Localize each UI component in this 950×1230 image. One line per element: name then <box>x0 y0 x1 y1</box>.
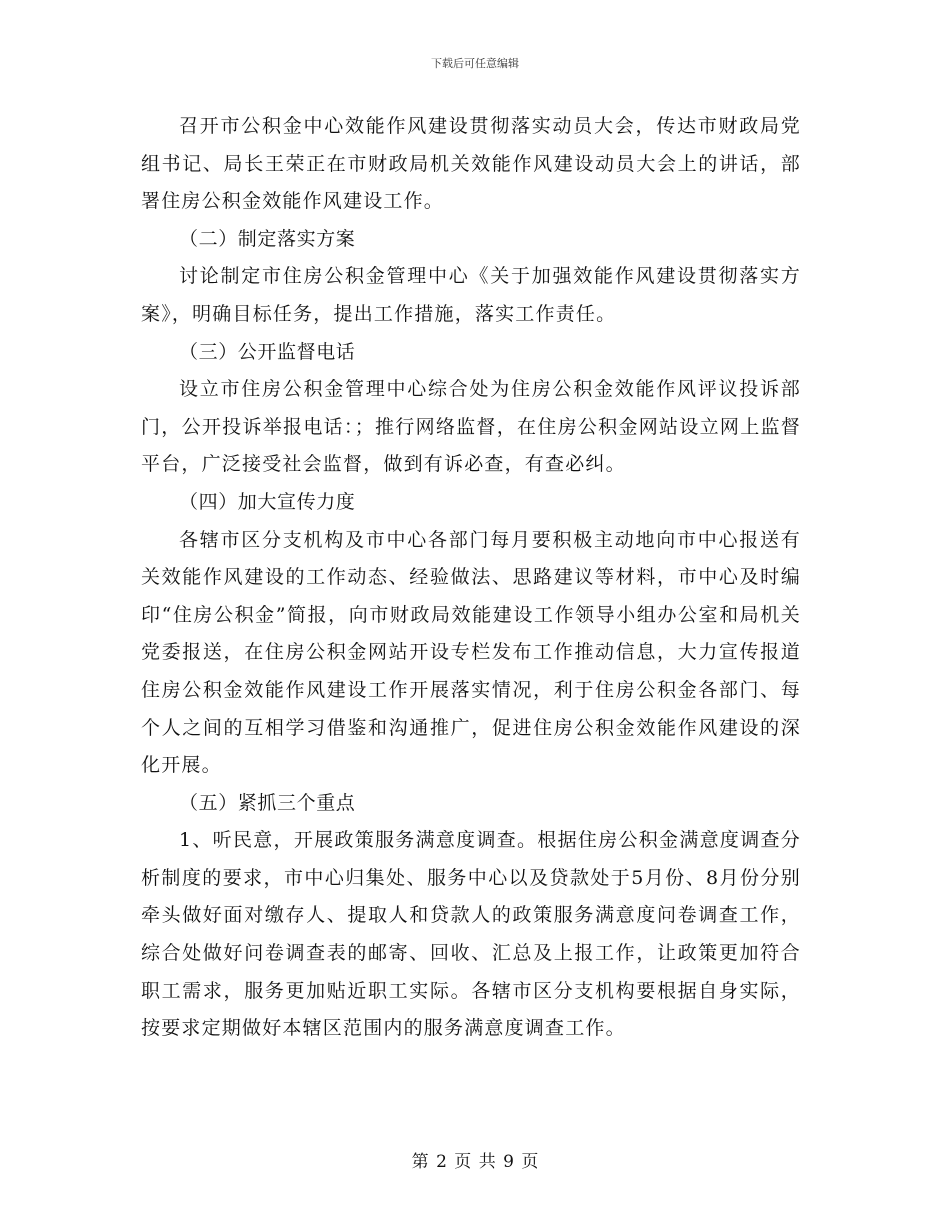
paragraph-2: 讨论制定市住房公积金管理中心《关于加强效能作风建设贯彻落实方案》，明确目标任务，提出工作措施，落实工作责任。 <box>141 265 801 325</box>
section-heading-4: （四）加大宣传力度 <box>179 490 356 513</box>
paragraph-4: 各辖市区分支机构及市中心各部门每月要积极主动地向市中心报送有关效能作风建设的工作动态、经验做法、思路建议等材料，市中心及时编印“住房公积金”简报，向市财政局效能建设工作领导小组办公室和局机关党委报送，在住房公积金网站开设专栏发布工作推动信息，大力宣传报道住房公积金效能作风建设工作开展落实情况，利于住房公积金各部门、每个人之间的互相学习借鉴和沟通推广，促进住房公积金效能作风建设的深化开展。 <box>141 528 801 777</box>
section-heading-2: （二）制定落实方案 <box>179 227 356 250</box>
section-heading-3: （三）公开监督电话 <box>179 340 356 363</box>
section-heading-5: （五）紧抓三个重点 <box>179 791 356 814</box>
page-number-footer: 第 2 页 共 9 页 <box>411 1152 539 1172</box>
document-body <box>141 108 801 1048</box>
page-header-note: 下载后可任意编辑 <box>431 57 519 70</box>
paragraph-3: 设立市住房公积金管理中心综合处为住房公积金效能作风评议投诉部门，公开投诉举报电话：；推行网络监督，在住房公积金网站设立网上监督平台，广泛接受社会监督，做到有诉必查，有查必纠。 <box>141 378 801 476</box>
paragraph-5: 1、听民意，开展政策服务满意度调查。根据住房公积金满意度调查分析制度的要求，市中心归集处、服务中心以及贷款处于5月份、8月份分别牵头做好面对缴存人、提取人和贷款人的政策服务满意度问卷调查工作，综合处做好问卷调查表的邮寄、回收、汇总及上报工作，让政策更加符合职工需求，服务更加贴近职工实际。各辖市区分支机构要根据自身实际，按要求定期做好本辖区范围内的服务满意度调查工作。 <box>141 829 801 1040</box>
paragraph-1: 召开市公积金中心效能作风建设贯彻落实动员大会，传达市财政局党组书记、局长王荣正在市财政局机关效能作风建设动员大会上的讲话，部署住房公积金效能作风建设工作。 <box>141 115 801 213</box>
